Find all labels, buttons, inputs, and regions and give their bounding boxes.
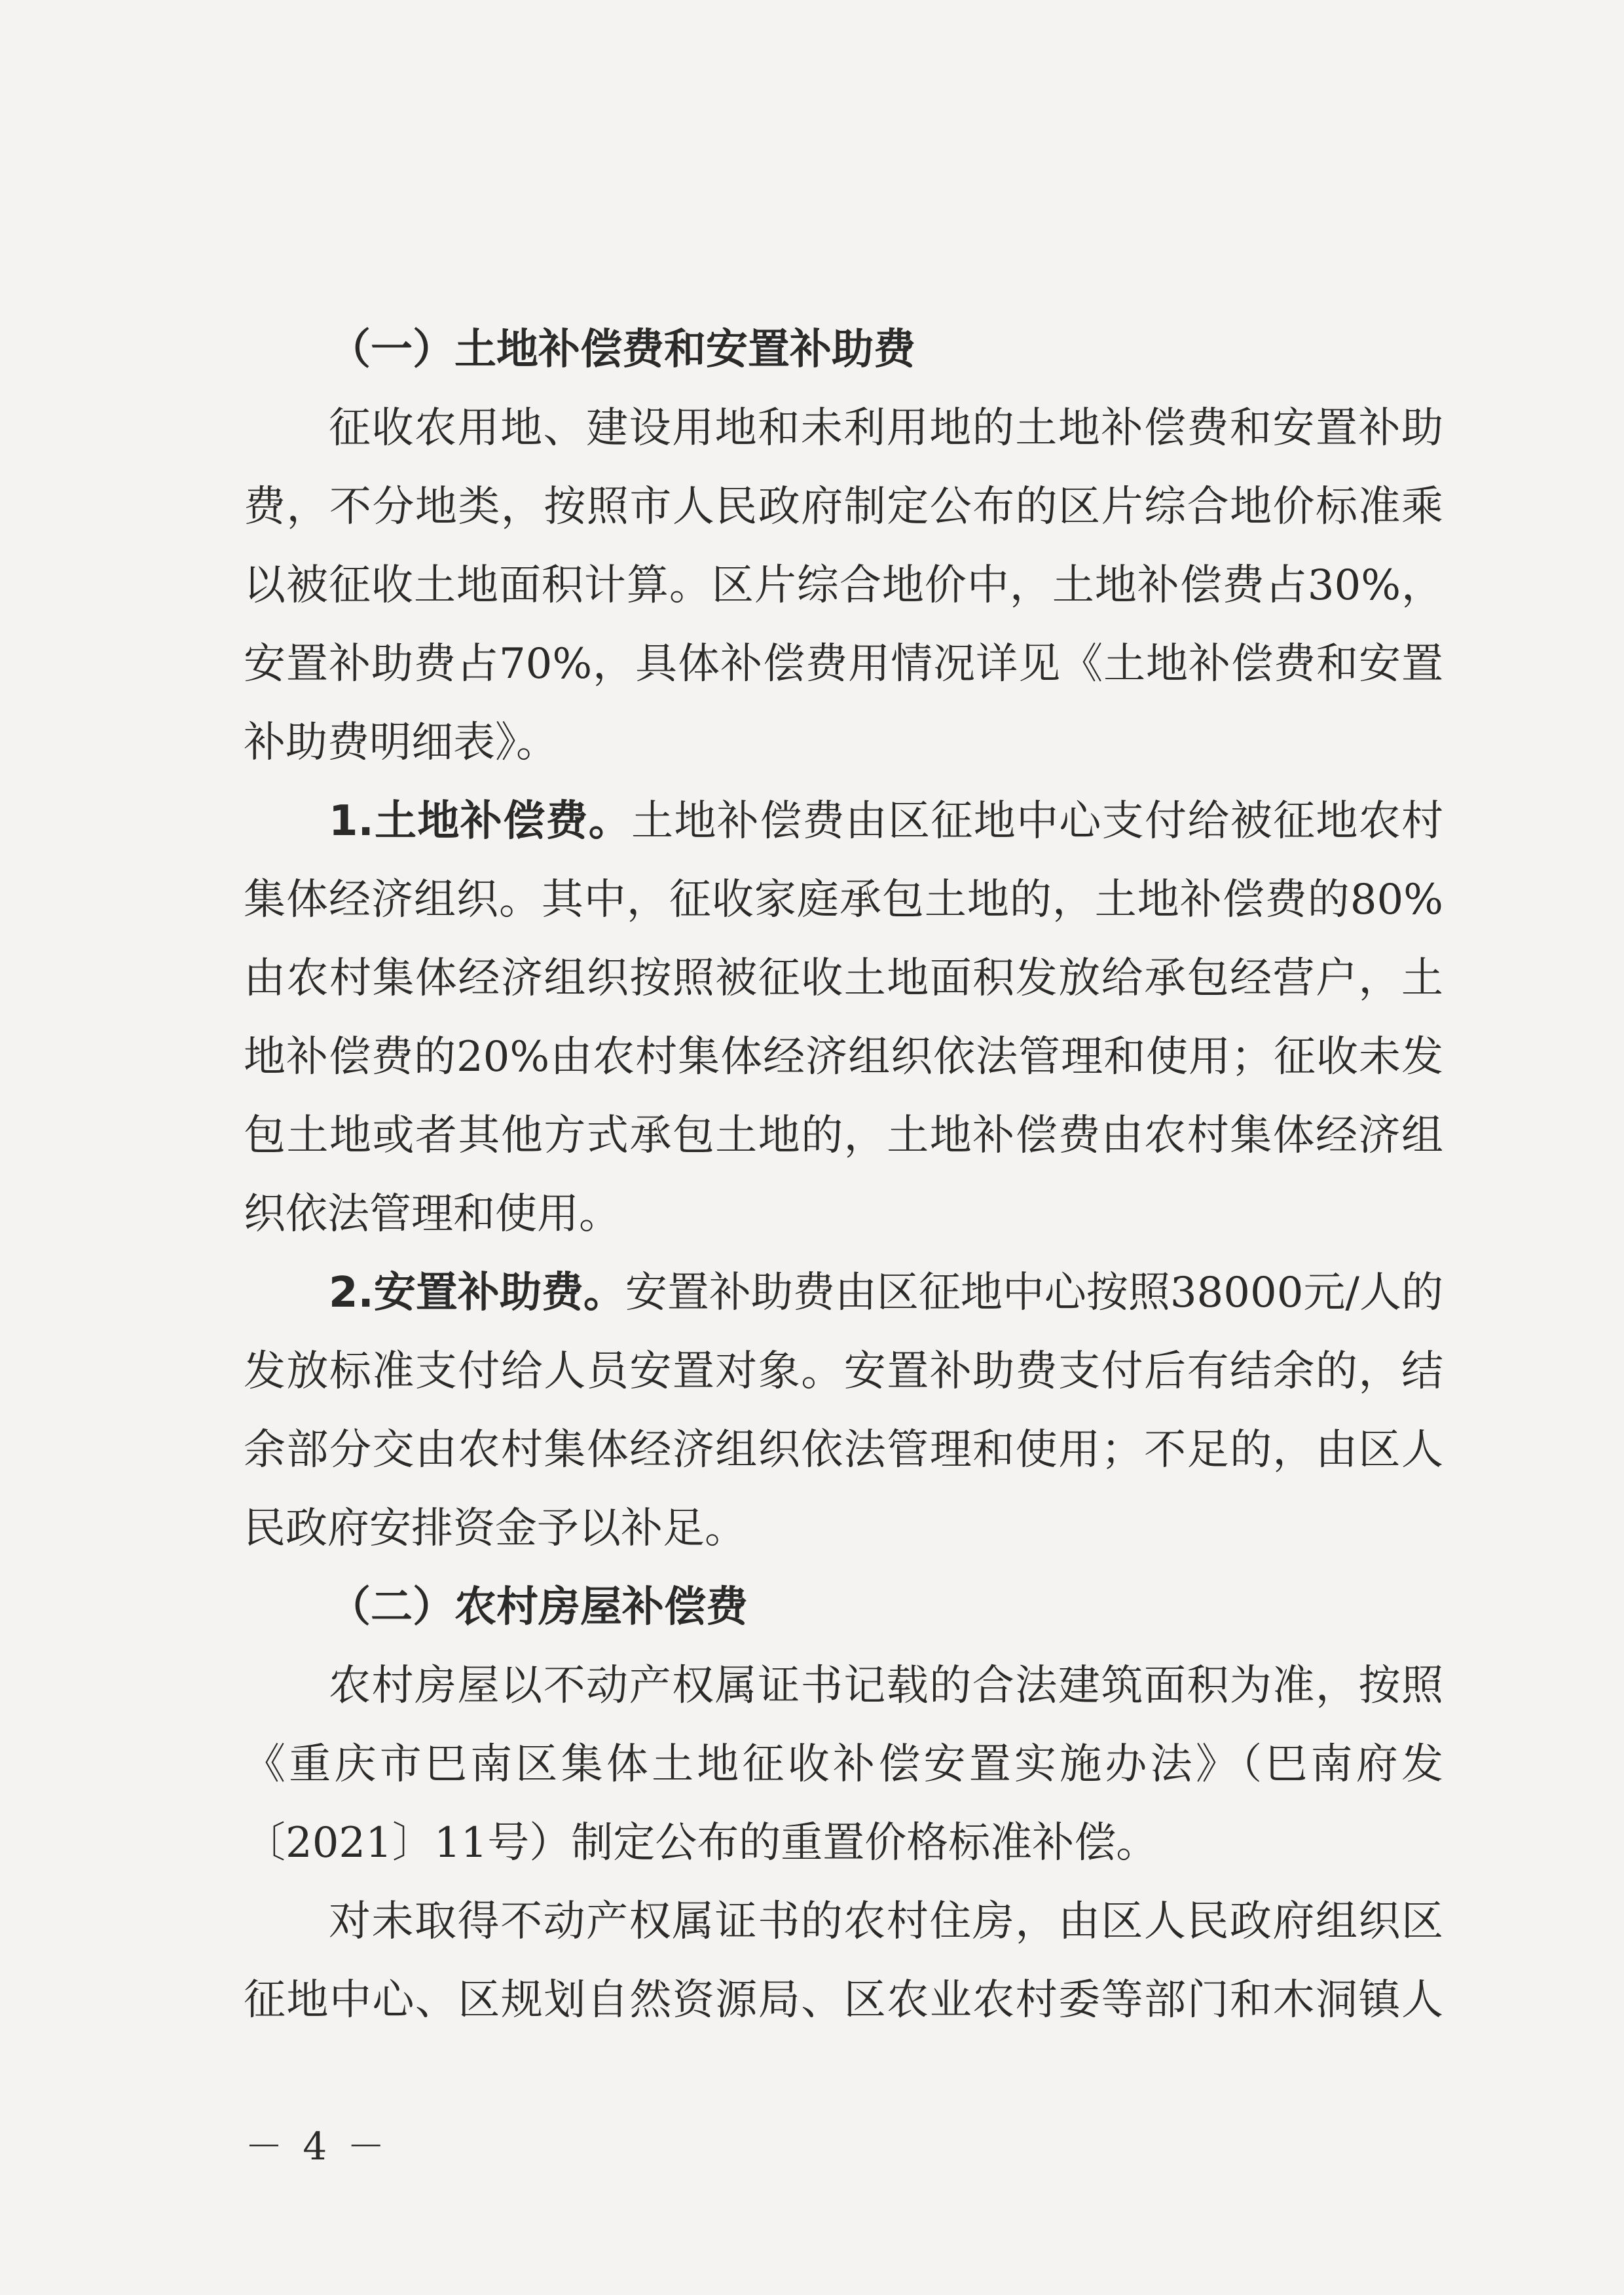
body-line: 集体经济组织。其中，征收家庭承包土地的，土地补偿费的80% (244, 876, 1443, 924)
body-line: 《重庆市巴南区集体土地征收补偿安置实施办法》（巴南府发 (244, 1740, 1443, 1789)
body-line: 征地中心、区规划自然资源局、区农业农村委等部门和木洞镇人 (244, 1976, 1443, 2024)
page-number: － 4 － (245, 2124, 389, 2169)
body-line: 对未取得不动产权属证书的农村住房，由区人民政府组织区 (329, 1897, 1443, 1946)
body-line: 民政府安排资金予以补足。 (244, 1504, 747, 1553)
subsection-title-resettlement-subsidy: 2.安置补助费。 (329, 1269, 625, 1317)
body-text: 安置补助费由区征地中心按照38000元/人的 (625, 1269, 1443, 1317)
body-line: 征收农用地、建设用地和未利用地的土地补偿费和安置补助 (329, 404, 1443, 453)
section-heading-2: （二）农村房屋补偿费 (329, 1583, 748, 1632)
body-line: 费，不分地类，按照市人民政府制定公布的区片综合地价标准乘 (244, 483, 1443, 531)
section-heading-1: （一）土地补偿费和安置补助费 (329, 326, 915, 374)
body-line: 〔2021〕11号）制定公布的重置价格标准补偿。 (244, 1819, 1158, 1867)
body-line: 农村房屋以不动产权属证书记载的合法建筑面积为准，按照 (329, 1662, 1443, 1710)
body-line: 地补偿费的20%由农村集体经济组织依法管理和使用；征收未发 (244, 1033, 1443, 1081)
body-line: 发放标准支付给人员安置对象。安置补助费支付后有结余的，结 (244, 1347, 1443, 1396)
subsection-title-land-compensation: 1.土地补偿费。 (329, 797, 632, 846)
body-text: 土地补偿费由区征地中心支付给被征地农村 (631, 797, 1443, 846)
body-line: 包土地或者其他方式承包土地的，土地补偿费由农村集体经济组 (244, 1111, 1443, 1160)
subsection-line-land-compensation (329, 783, 1443, 859)
body-line: 补助费明细表》。 (244, 718, 558, 767)
body-line: 以被征收土地面积计算。区片综合地价中，土地补偿费占30%， (244, 561, 1443, 610)
subsection-line-resettlement-subsidy (329, 1255, 1443, 1331)
body-line: 织依法管理和使用。 (244, 1190, 621, 1239)
body-line: 余部分交由农村集体经济组织依法管理和使用；不足的，由区人 (244, 1426, 1443, 1474)
body-line: 安置补助费占70%，具体补偿费用情况详见《土地补偿费和安置 (244, 640, 1443, 688)
body-line: 由农村集体经济组织按照被征收土地面积发放给承包经营户，土 (244, 954, 1443, 1003)
